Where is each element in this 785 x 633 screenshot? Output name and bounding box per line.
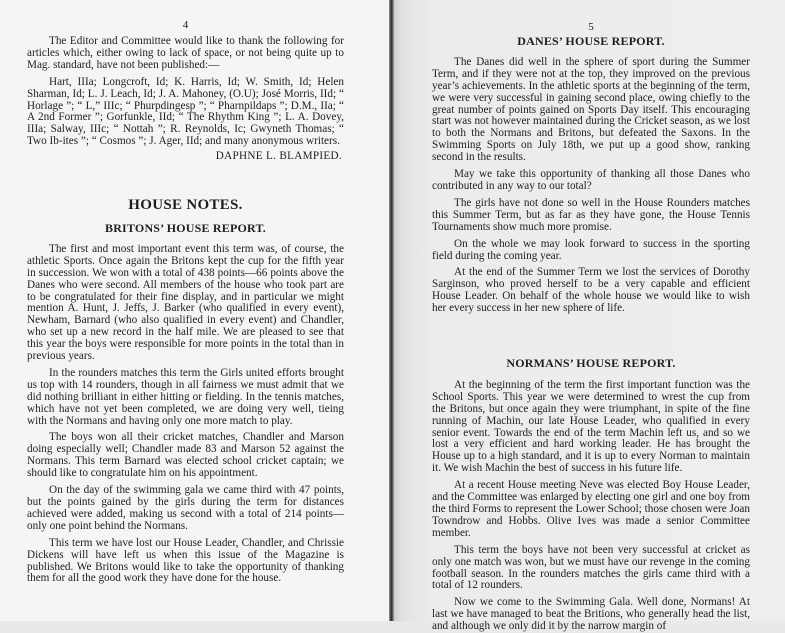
danes-report-title: DANES’ HOUSE REPORT. [517,34,665,48]
danes-paragraph: May we take this opportunity of thanking all those Danes who contributed in any way to our total? [432,168,750,192]
danes-paragraph: The girls have not done so well in the House Rounders matches this Summer Term, but as far as they have gone, the House Tennis Tournaments show much more promise. [432,196,750,233]
page-number: 4 [182,19,189,31]
page-number: 5 [588,21,594,33]
normans-paragraph: Now we come to the Swimming Gala. Well done, Normans! At last we have managed to beat the Britions, who generally head the list, and although we only did it by the narrow margin of [432,596,750,633]
normans-report-title: NORMANS’ HOUSE REPORT. [506,356,676,371]
right-page-column [432,21,750,633]
left-page [0,0,392,621]
signature: DAPHNE L. BLAMPIED. [215,150,342,163]
left-page-column [27,19,344,585]
section-title: HOUSE NOTES. [128,197,243,214]
normans-paragraph: At a recent House meeting Neve was elected Boy House Leader, and the Committee was enlarged by electing one girl and one boy from the third Forms to represent the Lower School; those chosen were Joan Towndrow and Hobbs. Olive Ives was made a senior Committee member. [432,479,750,539]
danes-paragraph: On the whole we may look forward to success in the sporting field during the coming year. [432,237,750,262]
britons-report-title: BRITONS’ HOUSE REPORT. [104,220,266,235]
unpublished-names: Hart, IIIa; Longcroft, Id; K. Harris, Id; W. Smith, Id; Helen Sharman, Id; L. J. Leach, Id; J. A. Mahoney, (O.U); José Morris, IId; “ Horlage ”; “ L,” IIIc; “ Phurpdingesp ”; “ Pharnpildaps ”; D.M., IIa; “ A 2nd Former ”; Gorfunkle, IId; “ The Rhythm King ”; L. A. Dovey, IIIa; Salway, IIIc; “ Nottah ”; R. Reynolds, Ic; Gwyneth Thomas; “ Two Ib-ites ”; “ Cosmos ”; J. Ager, IId; and many anonymous writers. [27,75,344,148]
britons-paragraph: On the day of the swimming gala we came third with 47 points, but the points gained by the girls during the term for distances achieved were added, making us second with a total of 214 points—only one point behind the Normans. [27,484,344,532]
britons-paragraph: The first and most important event this term was, of course, the athletic Sports. Once again the Britons kept the cup for the fifth year in succession. We won with a total of 438 points—66 points above the Danes who were second. All members of the house who took part are to be congratulated for their fine display, and in particular we might mention A. Hunt, J. Jeffs, J. Barker (who qualified in every event), Newham, Barnard (who also qualified in every event) and Chandler, who set up a new record in the half mile. We are pleased to see that this year the boys were responsible for more points in the total than in previous years. [27,242,344,363]
book-spine [389,0,394,621]
britons-paragraph: In the rounders matches this term the Girls united efforts brought us top with 14 rounders, though in all fairness we must admit that we did nothing brilliant in either hitting or fielding. In the tennis matches, which have not yet been completed, we are doing very well, tieing with the Normans and having only one more match to play. [27,366,344,427]
right-page [392,0,785,633]
thanks-paragraph: The Editor and Committee would like to thank the following for articles which, either owing to lack of space, or not being quite up to Mag. standard, have not been published:— [27,35,344,71]
britons-paragraph: This term we have lost our House Leader, Chandler, and Chrissie Dickens will have left us when this issue of the Magazine is published. We Britons would like to take the opportunity of thanking them for all the good work they have done for the house. [27,536,344,585]
danes-paragraph: The Danes did well in the sphere of sport during the Summer Term, and if they were not at the top, they improved on the previous year’s achievements. In the athletic sports at the beginning of the term, we were very successful in gaining second place, owing chiefly to the great number of points gained on Sports Day itself. This encouraging start was not however maintained during the Cricket season, as we lost to both the Normans and Britons, but defeated the Saxons. In the Swimming Sports on July 18th, we put up a good show, ranking second in the results. [432,55,750,164]
britons-paragraph: The boys won all their cricket matches, Chandler and Marson doing especially well; Chandler made 83 and Marson 52 against the Normans. This term Barnard was elected school cricket captain; we should like to congratulate him on his appointment. [27,431,344,480]
normans-paragraph: At the beginning of the term the first important function was the School Sports. This year we were determined to wrest the cup from the Britons, but once again they were triumphant, in spite of the fine running of Machin, our late House Leader, who qualified in every senior event. Towards the end of the term Machin left us, and so we lost a very efficient and hard working leader. He has brought the House up to a high standard, and it is up to every Norman to maintain it. We wish Machin the best of success in his future life. [432,378,750,475]
normans-paragraph: This term the boys have not been very successful at cricket as only one match was won, but we must have our revenge in the coming football season. In the rounders matches the girls came third with a total of 12 rounders. [432,543,750,592]
danes-paragraph: At the end of the Summer Term we lost the services of Dorothy Sarginson, who proved herself to be a very capable and efficient House Leader. On behalf of the whole house we would like to wish her every success in her new sphere of life. [432,266,750,315]
